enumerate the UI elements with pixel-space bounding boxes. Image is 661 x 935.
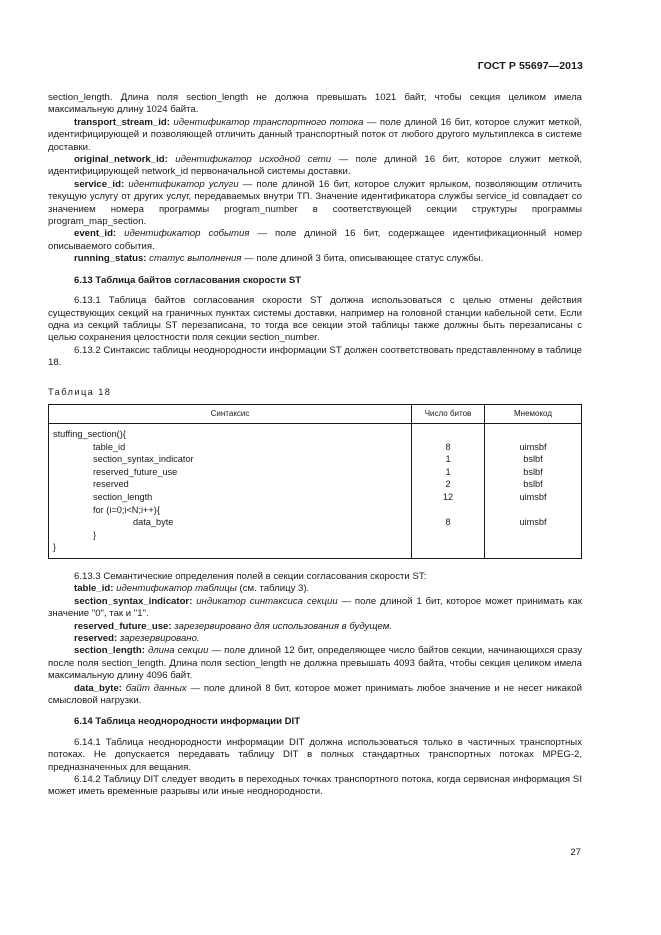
definition-original-network-id [48,154,582,179]
term-meaning: идентификатор услуги [128,178,239,190]
term: transport_stream_id: [74,116,170,128]
mnemonic-value: bslbf [523,479,543,490]
definition-reserved-future-use [48,621,582,633]
syntax-line: section_length [93,491,153,502]
definition-section-length [48,645,582,682]
definition-running-status [48,253,582,265]
mnemonic-value [485,504,581,517]
mnemonic-value [485,529,581,542]
term-description: — поле длиной 16 бит, которое служит меткой, идентифицирующей network_id первоначальной системы доставки. [48,154,582,178]
paragraph-6-13-1: 6.13.1 Таблица байтов согласования скорости ST должна использоваться с целью отмены действия существующих секций на граничных пунктах системы доставки, например на головной станции кабельной сети. Если одна из секций таблицы ST перезаписана, то тогда все секции этой таблицы также должны быть перезаписаны с целью сохранения целостности поля секции section_number. [48,295,582,344]
term-meaning: байт данных [125,682,187,694]
term-description: — поле длиной 12 бит, определяющее число байтов секции, начинающихся сразу после поля section_length. Длина поля section_length не должна превышать 4093 байта, чтобы секция целиком имела максимальную длину 4096 байт. [48,645,582,682]
term-meaning: идентификатор события [124,228,250,240]
mnemonic-value: bslbf [523,466,543,477]
syntax-line: table_id [93,441,126,452]
term-meaning: идентификатор исходной сети [175,154,332,166]
bits-value [412,428,484,441]
definition-table-id [48,583,582,595]
syntax-line: reserved [93,479,129,490]
bits-value [412,504,484,517]
syntax-line: section_syntax_indicator [93,454,194,465]
term: running_status: [74,253,147,265]
term: section_syntax_indicator: [74,595,193,607]
bits-value: 12 [442,491,454,502]
mnemonic-value [485,541,581,554]
bits-column [412,423,485,558]
term-description: — поле длиной 16 бит, которое служит меткой, идентифицирующей и позволяющей отличить данный транспортный поток от любого другого мультиплекса в системе доставки. [48,116,582,153]
mnemonic-value: uimsbf [519,441,547,452]
syntax-line: data_byte [133,517,174,528]
page-number: 27 [570,847,581,858]
syntax-line: for (i=0;i<N;i++){ [93,504,160,515]
term: reserved_future_use: [74,620,172,632]
bits-value [412,529,484,542]
paragraph-6-14-2: 6.14.2 Таблицу DIT следует вводить в переходных точках транспортного потока, когда сервисная информация SI может иметь временные разрывы или иные неоднородности. [48,773,582,798]
term-meaning: индикатор синтаксиса секции [196,595,338,607]
term: service_id: [74,178,125,190]
term-description: — поле длиной 16 бит, которое служит ярлыком, позволяющим отличить текущую услугу от других услуг, передаваемых внутри ТП. Значение идентификатора службы service_id совпадает со значением номера программы program_number в соответствующей секции структуры программы program_map_section. [48,178,583,228]
bits-value: 1 [445,466,451,477]
term: original_network_id: [74,154,168,166]
section-heading-6-13: 6.13 Таблица байтов согласования скорости ST [74,274,302,286]
definition-reserved [48,633,582,645]
term-description: — поле длиной 3 бита, описывающее статус службы. [241,253,484,265]
bits-value: 1 [445,454,451,465]
column-header-mnemonic: Мнемокод [485,404,582,423]
syntax-line: reserved_future_use [93,466,178,477]
mnemonic-value [485,428,581,441]
term: reserved: [74,632,118,644]
term-description: — поле длиной 16 бит, содержащее идентификационный номер описываемого события. [48,228,582,252]
term-meaning: идентификатор таблицы [116,583,237,595]
term-description: — поле длиной 8 бит, которое может принимать любое значение и не несет никакой смысловой нагрузки. [48,682,583,706]
term-meaning: статус выполнения [149,253,242,265]
bits-value: 8 [445,441,451,452]
term-meaning: зарезервировано для использования в будущем. [174,620,392,632]
syntax-line: } [93,529,97,540]
column-header-syntax: Синтаксис [49,404,412,423]
definition-event-id [48,228,582,253]
term-description: (см. таблицу 3). [236,583,310,595]
mnemonic-value: uimsbf [519,491,547,502]
term-meaning: зарезервировано. [119,632,200,644]
definition-data-byte [48,683,582,708]
table-caption: Таблица 18 [48,386,112,397]
mnemonic-column [485,423,582,558]
column-header-bits: Число битов [412,404,485,423]
term: event_id: [74,228,117,240]
syntax-line: stuffing_section(){ [53,428,126,439]
table-body-row [49,423,582,558]
term-meaning: длина секции [147,645,209,657]
bits-value: 2 [445,479,451,490]
standard-header: ГОСТ Р 55697—2013 [477,60,583,72]
section-heading-6-14: 6.14 Таблица неоднородности информации DIT [74,716,301,728]
definition-transport-stream-id [48,117,582,154]
syntax-line: } [53,542,57,553]
term-meaning: идентификатор транспортного потока [173,116,364,128]
syntax-column [49,423,412,558]
definition-service-id [48,179,582,229]
paragraph-6-13-3: 6.13.3 Семантические определения полей в секции согласования скорости ST: [74,570,427,582]
definition-section-syntax-indicator [48,596,582,621]
mnemonic-value: bslbf [523,454,543,465]
page-body [48,92,582,799]
term: data_byte: [74,682,122,694]
table-header-row [49,404,582,423]
syntax-table [48,404,582,559]
paragraph-6-14-1: 6.14.1 Таблица неоднородности информации DIT должна использоваться только в частичных транспортных потоках. Не допускается передавать таблицу DIT в полных стандартных транспортных потоках MPEG-2, предназначенных для вещания. [48,736,582,773]
bits-value: 8 [445,517,451,528]
term-description: — поле длиной 1 бит, которое может принимать как значение "0", так и "1". [48,595,582,620]
term: section_length: [74,645,145,657]
mnemonic-value: uimsbf [519,517,547,528]
paragraph-6-13-2: 6.13.2 Синтаксис таблицы неоднородности информации ST должен соответствовать представленному в таблице 18. [48,344,582,369]
paragraph-section-length-continuation: section_length. Длина поля section_length не должна превышать 1021 байт, чтобы секция целиком имела максимальную длину 1024 байта. [48,92,582,116]
bits-value [412,541,484,554]
term: table_id: [74,583,114,595]
